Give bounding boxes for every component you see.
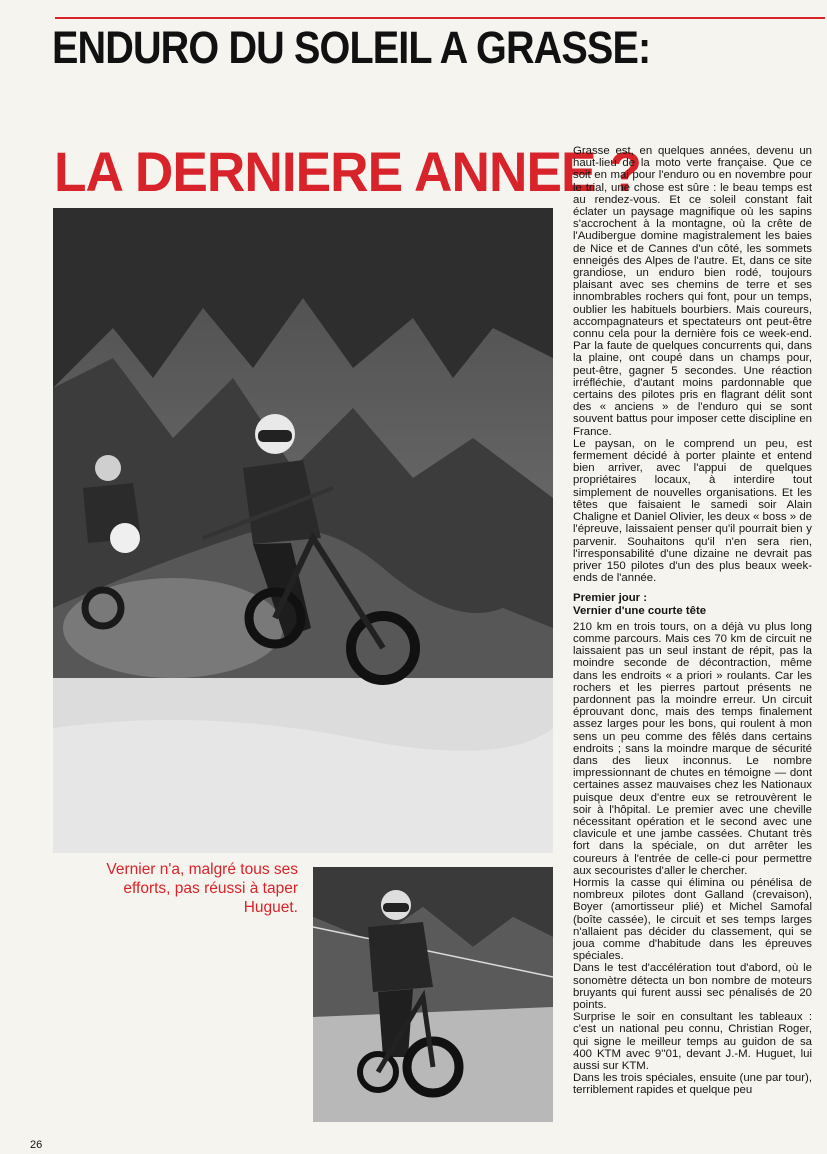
paragraph-7: Dans les trois spéciales, ensuite (une par tour), terriblement rapides et quelque peu: [573, 1072, 812, 1097]
main-photo-enduro-riders: [53, 208, 553, 853]
subhead-line-1: Premier jour :: [573, 592, 648, 605]
subhead-line-2: Vernier d'une courte tête: [573, 604, 707, 617]
paragraph-5: Dans le test d'accélération tout d'abord, où le sonomètre détecta un bon nombre de moteurs bruyants qui furent aussi sec pénalisés de 20 points.: [573, 962, 812, 1012]
article-title: ENDURO DU SOLEIL A GRASSE:: [52, 22, 651, 73]
article-headline: LA DERNIERE ANNEE ?: [54, 140, 641, 203]
paragraph-2: Le paysan, on le comprend un peu, est fermement décidé à porter plainte et entend bien arriver, avec l'appui de quelques propriétaires locaux, à interdire tout simplement de nouvelles organisations. Et les têtes que faisaient le samedi soir Alain Chaligne et Daniel Olivier, les deux « boss » de l'épreuve, laissaient penser qu'il pourrait bien y parvenir. Souhaitons qu'il n'en sera rien, l'irresponsabilité d'une dizaine ne devrait pas priver 150 pilotes d'un des plus beaux week-ends de l'année.: [573, 437, 812, 585]
paragraph-6: Surprise le soir en consultant les tableaux : c'est un national peu connu, Christian Roger, qui signe le meilleur temps au guidon de sa 400 KTM avec 9''01, devant J.-M. Huguet, lui aussi sur KTM.: [573, 1011, 812, 1073]
secondary-photo-rider: [313, 867, 553, 1122]
paragraph-4: Hormis la casse qui élimina ou pénélisa de nombreux pilotes dont Galland (crevaison), Boyer (amortisseur plié) et Michel Samofal (boîte cassée), le circuit et ses temps larges n'allaient pas décider du classement, qui se joua comme d'habitude dans les épreuves spéciales.: [573, 876, 812, 963]
article-text-column: [573, 145, 812, 1097]
section-subhead: [573, 592, 812, 616]
paragraph-intro: Grasse est, en quelques années, devenu un haut-lieu de la moto verte française. Que ce soit en mai pour l'enduro ou en novembre pour le trial, une chose est sûre : le beau temps est au rendez-vous. Et ce soleil constant fait éclater un paysage magnifique où les sapins s'accrochent à la montagne, où la crête de l'Audibergue domine magistralement les baies de Nice et de Cannes d'un côté, les sommets enneigés des Alpes de l'autre. Et, dans ce site grandiose, un enduro bien rodé, toujours plaisant avec ses chemins de terre et ses innombrables rochers qui font, pour un temps, oublier les habituels bourbiers. Mais coureurs, accompagnateurs et spectateurs ont peut-être connu cela pour la dernière fois ce week-end. Par la faute de quelques concurrents qui, dans la plaine, ont coupé dans un champs pour, peut-être, gagner 5 secondes. Une réaction irréfléchie, d'autant moins pardonnable que certains des pilotes pris en flagrant délit sont des « anciens » de l'enduro qui se sont souvent battus pour imposer cette discipline en France.: [573, 145, 812, 438]
top-rule: [55, 17, 825, 19]
paragraph-3: 210 km en trois tours, on a déjà vu plus long comme parcours. Mais ces 70 km de circuit ne laissaient pas un seul instant de répit, pas la moindre seconde de décontraction, même dans les endroits « a priori » roulants. Car les rochers et les pierres partout présents ne pardonnent pas la moindre erreur. Un circuit éprouvant donc, mais des temps finalement assez larges pour les bons, qui roulent à mon sens un peu comme des fêlés dans certains endroits ; sans la moindre marque de sécurité dans des lieux inconnus. Le nombre impressionnant de chutes en témoigne — dont certaines assez mauvaises chez les Nationaux puisque deux d'entre eux se retrouvèrent le soir à l'hôpital. Le premier avec une cheville nécessitant opération et le second avec une clavicule et une jambe cassées. Chutant très fort dans la spéciale, on dut arrêter les coureurs à l'entrée de celle-ci pour permettre aux secouristes d'aller le chercher.: [573, 620, 812, 877]
photo-caption: Vernier n'a, malgré tous ses efforts, pas réussi à taper Huguet.: [106, 861, 298, 916]
page-number: 26: [30, 1139, 43, 1151]
